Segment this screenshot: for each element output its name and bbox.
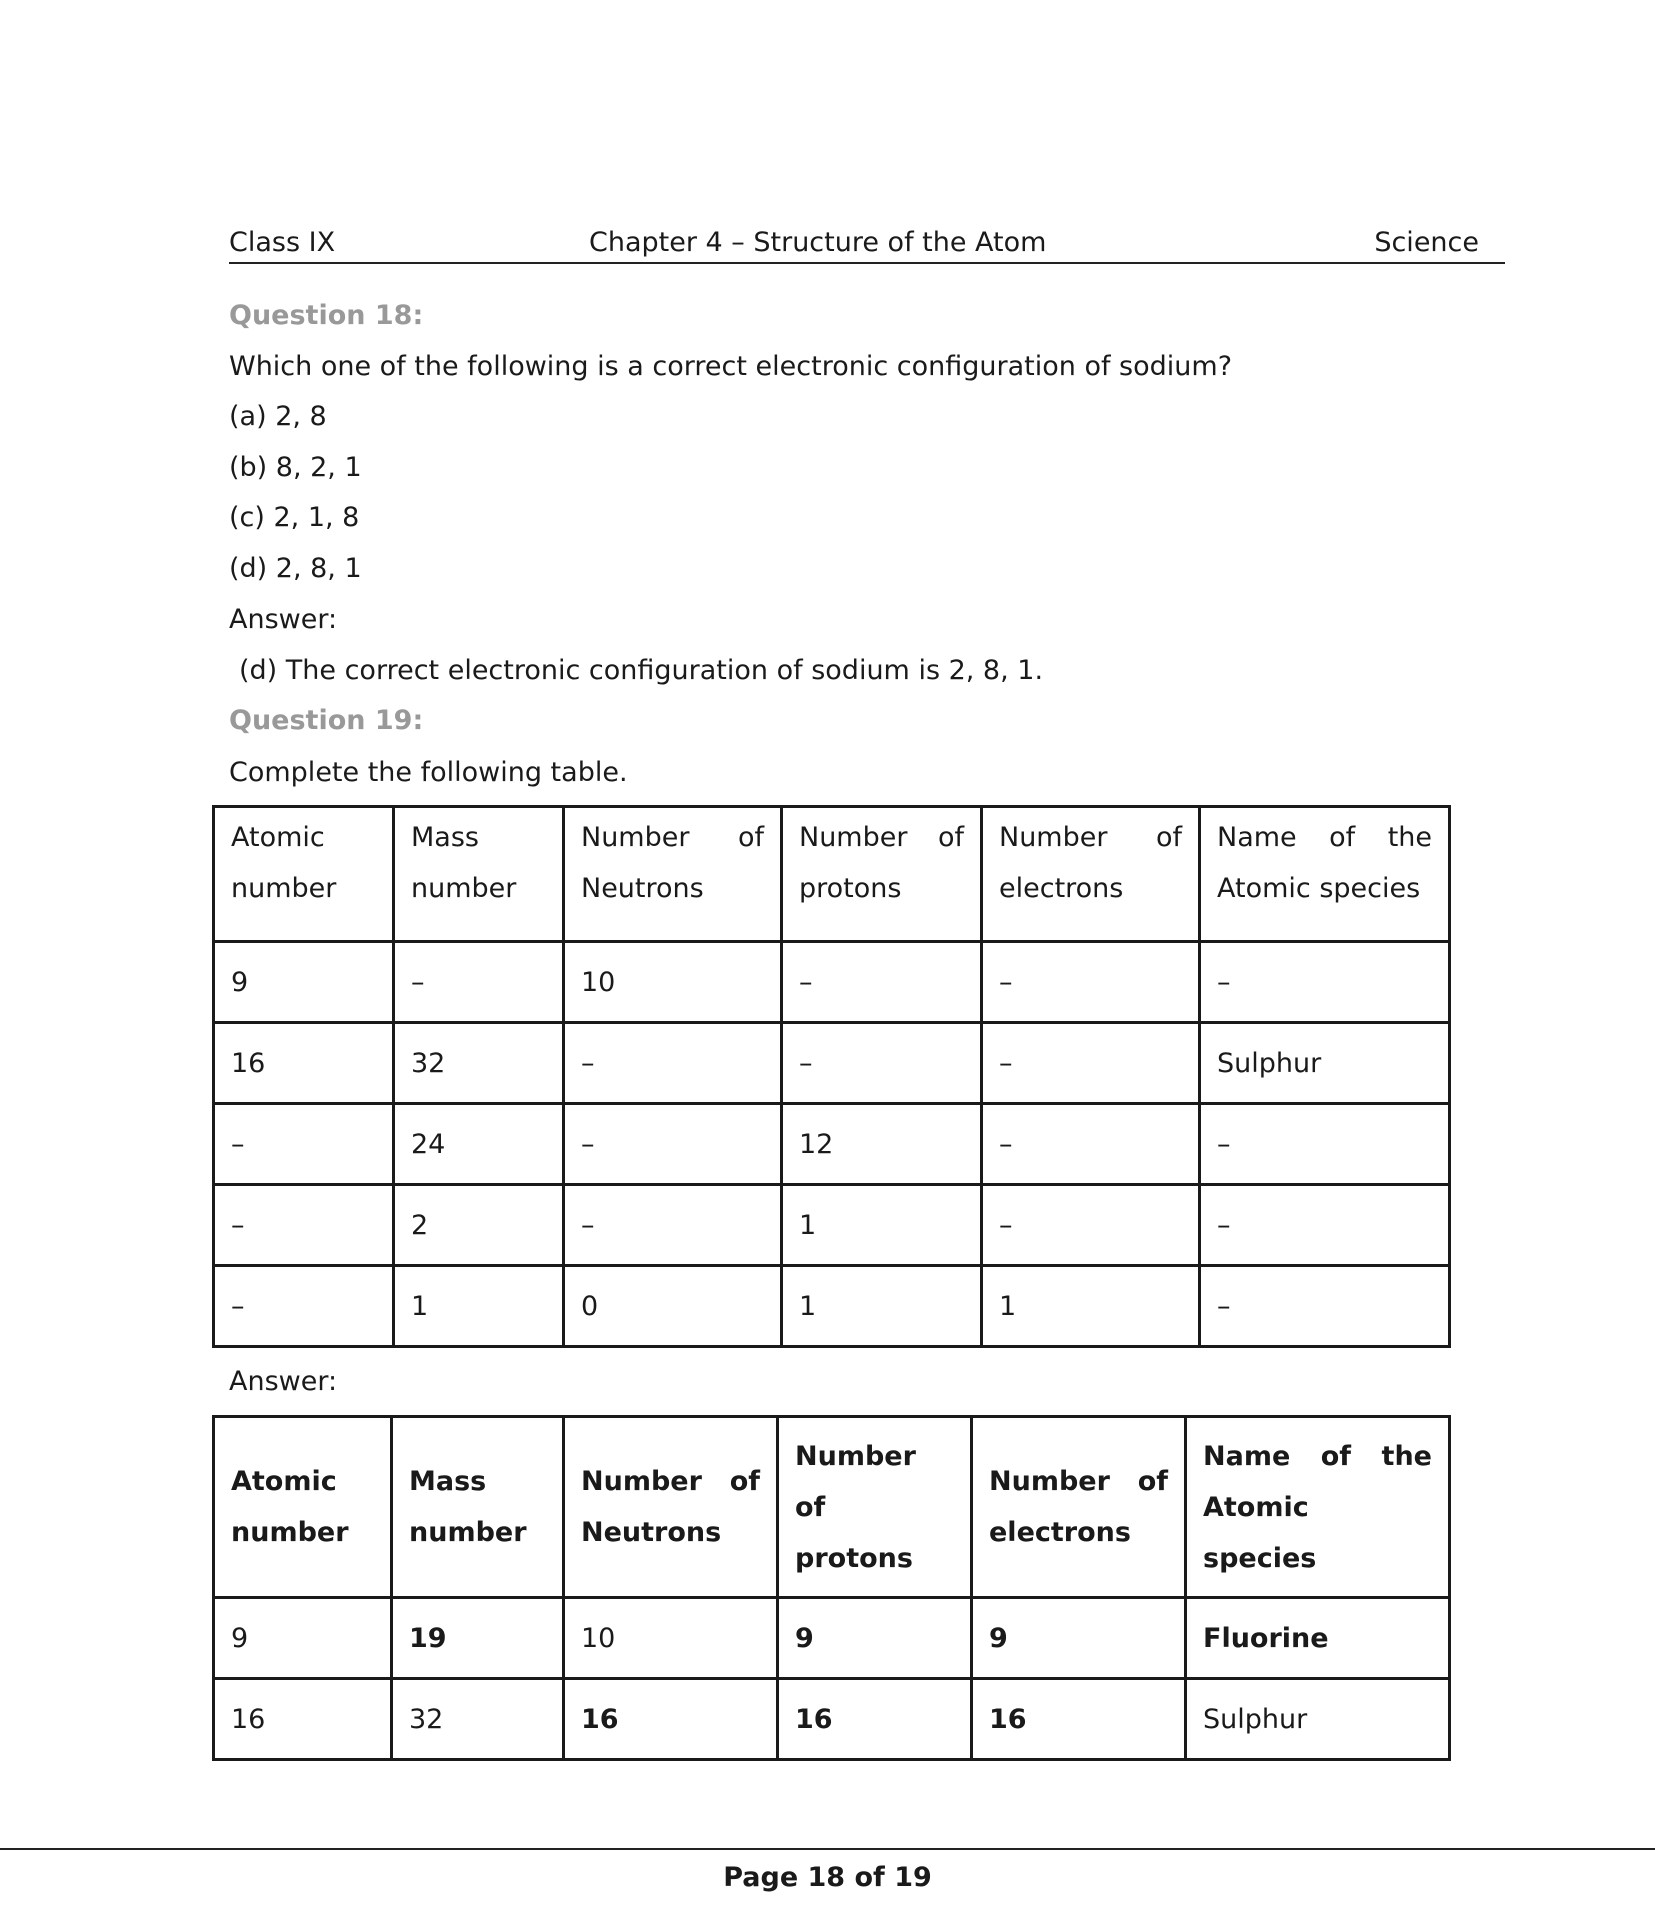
table-cell: – — [782, 1023, 982, 1104]
table-cell: – — [564, 1104, 782, 1185]
header-atomic-number: Atomic number — [214, 807, 394, 942]
table-row — [214, 1266, 1450, 1347]
table-row — [214, 1104, 1450, 1185]
header-subject: Science — [1374, 227, 1479, 258]
header-mass-number: Mass number — [392, 1417, 564, 1598]
table-cell: – — [214, 1185, 394, 1266]
table-cell: 1 — [394, 1266, 564, 1347]
option-a: (a) 2, 8 — [229, 401, 327, 432]
table-cell: 10 — [564, 942, 782, 1023]
question-table — [212, 805, 1451, 1348]
table-cell: – — [394, 942, 564, 1023]
table-cell: 16 — [564, 1679, 778, 1760]
table-cell: 9 — [778, 1598, 972, 1679]
table-cell: 1 — [982, 1266, 1200, 1347]
table-cell: 2 — [394, 1185, 564, 1266]
table-cell: 9 — [214, 1598, 392, 1679]
table-cell: 16 — [972, 1679, 1186, 1760]
table-cell: 9 — [214, 942, 394, 1023]
header-neutrons: Number of Neutrons — [564, 807, 782, 942]
question-18-heading: Question 18: — [229, 300, 424, 331]
table-cell: 12 — [782, 1104, 982, 1185]
header-electrons: Number of electrons — [972, 1417, 1186, 1598]
option-d: (d) 2, 8, 1 — [229, 553, 362, 584]
header-chapter: Chapter 4 – Structure of the Atom — [589, 227, 1047, 258]
question-19-text: Complete the following table. — [229, 757, 628, 788]
table-cell: – — [982, 1185, 1200, 1266]
table-cell: 16 — [214, 1679, 392, 1760]
table-cell: Fluorine — [1186, 1598, 1450, 1679]
table-cell: 9 — [972, 1598, 1186, 1679]
header-neutrons: Number of Neutrons — [564, 1417, 778, 1598]
question-table-header — [214, 807, 1450, 942]
question-18-text: Which one of the following is a correct electronic configuration of sodium? — [229, 351, 1233, 382]
answer-18-text: (d) The correct electronic configuration of sodium is 2, 8, 1. — [239, 655, 1044, 686]
table-cell: – — [982, 942, 1200, 1023]
answer-table-header — [214, 1417, 1450, 1598]
table-cell: Sulphur — [1186, 1679, 1450, 1760]
option-c: (c) 2, 1, 8 — [229, 502, 360, 533]
header-class: Class IX — [229, 227, 336, 258]
table-cell: – — [564, 1023, 782, 1104]
header-protons: Number of protons — [778, 1417, 972, 1598]
table-cell: 16 — [778, 1679, 972, 1760]
table-row — [214, 1598, 1450, 1679]
table-cell: 1 — [782, 1185, 982, 1266]
table-cell: 19 — [392, 1598, 564, 1679]
table-cell: 32 — [394, 1023, 564, 1104]
table-row — [214, 1185, 1450, 1266]
table-cell: – — [1200, 1266, 1450, 1347]
table-cell: – — [564, 1185, 782, 1266]
question-19-heading: Question 19: — [229, 705, 424, 736]
header-electrons: Number of electrons — [982, 807, 1200, 942]
header-atomic-species: Name of the Atomic species — [1200, 807, 1450, 942]
footer-divider — [0, 1848, 1655, 1850]
header-mass-number: Mass number — [394, 807, 564, 942]
table-cell: – — [982, 1104, 1200, 1185]
table-cell: – — [214, 1266, 394, 1347]
table-cell: 10 — [564, 1598, 778, 1679]
header-atomic-number: Atomic number — [214, 1417, 392, 1598]
option-b: (b) 8, 2, 1 — [229, 452, 362, 483]
table-cell: – — [1200, 942, 1450, 1023]
table-cell: 24 — [394, 1104, 564, 1185]
page-number: Page 18 of 19 — [723, 1862, 932, 1893]
header-protons: Number of protons — [782, 807, 982, 942]
table-cell: – — [1200, 1185, 1450, 1266]
answer-18-label: Answer: — [229, 604, 338, 635]
table-cell: – — [214, 1104, 394, 1185]
table-cell: 32 — [392, 1679, 564, 1760]
answer-19-label: Answer: — [229, 1366, 338, 1397]
table-cell: 16 — [214, 1023, 394, 1104]
table-row — [214, 1679, 1450, 1760]
table-cell: – — [782, 942, 982, 1023]
page-header — [229, 228, 1505, 264]
table-cell: 0 — [564, 1266, 782, 1347]
table-row — [214, 942, 1450, 1023]
table-cell: – — [1200, 1104, 1450, 1185]
table-cell: – — [982, 1023, 1200, 1104]
header-atomic-species: Name of the Atomic species — [1186, 1417, 1450, 1598]
table-row — [214, 1023, 1450, 1104]
table-cell: 1 — [782, 1266, 982, 1347]
answer-table — [212, 1415, 1451, 1761]
table-cell: Sulphur — [1200, 1023, 1450, 1104]
